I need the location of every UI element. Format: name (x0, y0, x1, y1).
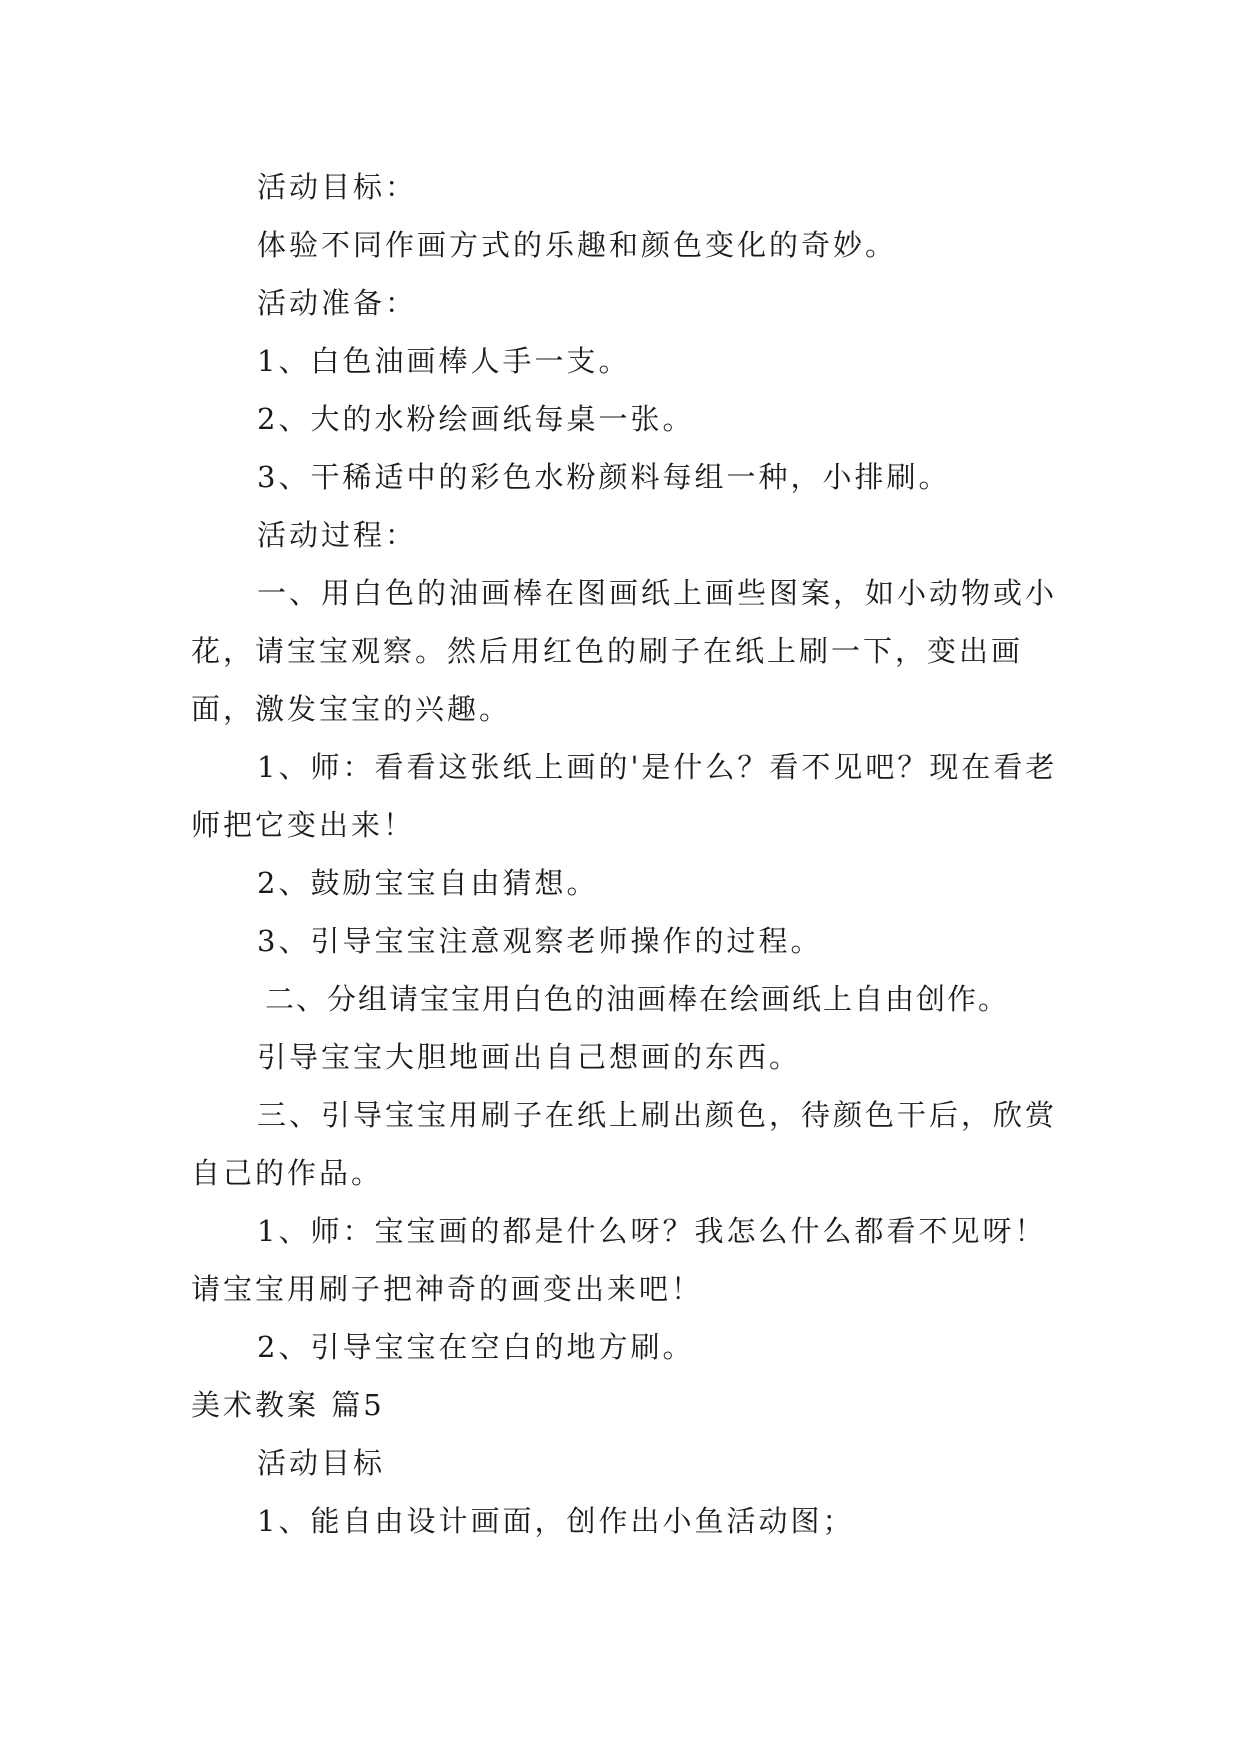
paragraph-goal-item-1: 1、能自由设计画面，创作出小鱼活动图； (257, 1504, 855, 1538)
paragraph-prep-item-2: 2、大的水粉绘画纸每桌一张。 (257, 402, 695, 436)
paragraph-step-three: 三、引导宝宝用刷子在纸上刷出颜色，待颜色干后，欣赏自己的作品。 (191, 1098, 1058, 1190)
paragraph-goal-heading-2: 活动目标 (257, 1446, 386, 1480)
paragraph-goal-heading: 活动目标： (257, 170, 418, 204)
paragraph-step-two: 二、分组请宝宝用白色的油画棒在绘画纸上自由创作。 (265, 982, 1010, 1016)
paragraph-step-three-item-2: 2、引导宝宝在空白的地方刷。 (257, 1330, 695, 1364)
document-body (191, 158, 1071, 1550)
paragraph-step-one-item-3: 3、引导宝宝注意观察老师操作的过程。 (257, 924, 823, 958)
section-title: 美术教案 篇5 (191, 1388, 385, 1422)
paragraph-prep-item-3: 3、干稀适中的彩色水粉颜料每组一种，小排刷。 (257, 460, 951, 494)
paragraph-goal-text: 体验不同作画方式的乐趣和颜色变化的奇妙。 (257, 228, 898, 262)
paragraph-prep-heading: 活动准备： (257, 286, 418, 320)
paragraph-process-heading: 活动过程： (257, 518, 418, 552)
paragraph-step-three-item-1: 1、师：宝宝画的都是什么呀？我怎么什么都看不见呀！请宝宝用刷子把神奇的画变出来吧！ (191, 1214, 1047, 1306)
paragraph-step-one-item-2: 2、鼓励宝宝自由猜想。 (257, 866, 599, 900)
paragraph-step-one: 一、用白色的油画棒在图画纸上画些图案，如小动物或小花，请宝宝观察。然后用红色的刷子在纸上刷一下，变出画面，激发宝宝的兴趣。 (191, 576, 1058, 726)
paragraph-step-one-item-1: 1、师：看看这张纸上画的'是什么？看不见吧？现在看老师把它变出来！ (191, 750, 1058, 842)
paragraph-step-two-detail: 引导宝宝大胆地画出自己想画的东西。 (257, 1040, 802, 1074)
paragraph-prep-item-1: 1、白色油画棒人手一支。 (257, 344, 631, 378)
